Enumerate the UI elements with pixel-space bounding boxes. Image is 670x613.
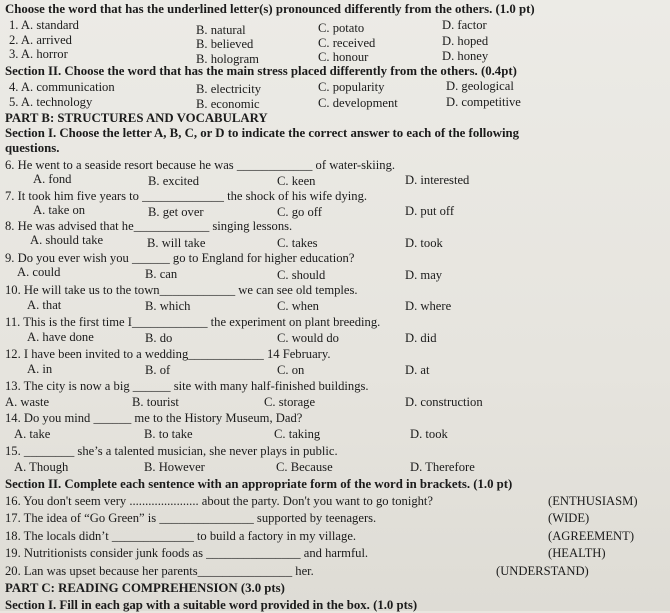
pronunciation-heading: Choose the word that has the underlined letter(s) pronounced differently from the others. (1.0 pt): [5, 2, 535, 16]
option-d: D. competitive: [446, 95, 521, 109]
question-text: 13. The city is now a big ______ site with many half-finished buildings.: [5, 379, 369, 393]
option-a: A. take on: [33, 203, 86, 217]
question-text: 12. I have been invited to a wedding____________ 14 February.: [5, 347, 331, 361]
option-c: C. development: [318, 96, 398, 110]
option-c: C. potato: [318, 21, 365, 35]
option-d: D. hoped: [442, 34, 489, 48]
section-heading: questions.: [5, 141, 60, 155]
option-a: A. fond: [33, 172, 72, 186]
section-heading: Section I. Fill in each gap with a suitable word provided in the box. (1.0 pts): [5, 598, 418, 612]
question-text: 6. He went to a seaside resort because he was ____________ of water-skiing.: [5, 158, 396, 172]
part-c-title: PART C: READING COMPREHENSION (3.0 pts): [5, 581, 285, 595]
option-b: B. natural: [196, 23, 246, 37]
wordform-root: (HEALTH): [548, 546, 606, 560]
option-d: D. Therefore: [410, 460, 475, 474]
option-a: A. waste: [5, 395, 50, 409]
wordform-question: 18. The locals didn’t _____________ to build a factory in my village.: [5, 529, 357, 543]
question-row: 1. A. standard: [9, 18, 79, 32]
option-d: D. took: [410, 427, 448, 441]
option-b: B. which: [145, 299, 191, 313]
option-c: C. popularity: [318, 80, 385, 94]
option-c: C. storage: [264, 395, 316, 409]
part-b-title: PART B: STRUCTURES AND VOCABULARY: [5, 111, 268, 125]
option-d: D. geological: [446, 79, 514, 93]
option-a: A. should take: [30, 233, 104, 247]
wordform-root: (WIDE): [548, 511, 590, 525]
wordform-question: 19. Nutritionists consider junk foods as _______________ and harmful.: [5, 546, 369, 560]
option-d: D. at: [405, 363, 430, 377]
wordform-root: (UNDERSTAND): [496, 564, 589, 578]
option-b: B. However: [144, 460, 205, 474]
question-row: 5. A. technology: [9, 95, 93, 109]
option-c: C. takes: [277, 236, 318, 250]
wordform-question: 17. The idea of “Go Green” is _______________ supported by teenagers.: [5, 511, 377, 525]
section-heading: Section I. Choose the letter A, B, C, or D to indicate the correct answer to each of the following: [5, 126, 520, 140]
option-d: D. construction: [405, 395, 483, 409]
option-b: B. can: [145, 267, 178, 281]
question-text: 10. He will take us to the town____________ we can see old temples.: [5, 283, 358, 297]
option-c: C. when: [277, 299, 319, 313]
option-c: C. taking: [274, 427, 321, 441]
wordform-root: (AGREEMENT): [548, 529, 635, 543]
option-d: D. may: [405, 268, 443, 282]
option-b: B. believed: [196, 37, 254, 51]
option-d: D. interested: [405, 173, 470, 187]
option-a: A. Though: [14, 460, 69, 474]
option-a: A. could: [17, 265, 61, 279]
question-text: 14. Do you mind ______ me to the History Museum, Dad?: [5, 411, 303, 425]
wordform-root: (ENTHUSIASM): [548, 494, 638, 508]
option-b: B. will take: [147, 236, 206, 250]
option-c: C. honour: [318, 50, 369, 64]
option-d: D. honey: [442, 49, 489, 63]
question-row: 3. A. horror: [9, 47, 68, 61]
question-text: 9. Do you ever wish you ______ go to England for higher education?: [5, 251, 355, 265]
option-b: B. electricity: [196, 82, 262, 96]
option-c: C. should: [277, 268, 326, 282]
wordform-question: 20. Lan was upset because her parents_______________ her.: [5, 564, 314, 578]
option-c: C. would do: [277, 331, 339, 345]
stress-heading: Section II. Choose the word that has the main stress placed differently from the others. (0.4pt): [5, 64, 517, 78]
option-d: D. put off: [405, 204, 455, 218]
option-c: C. on: [277, 363, 305, 377]
option-d: D. where: [405, 299, 452, 313]
option-a: A. that: [27, 298, 62, 312]
question-row: 2. A. arrived: [9, 33, 72, 47]
question-text: 8. He was advised that he____________ singing lessons.: [5, 219, 293, 233]
question-text: 7. It took him five years to _____________ the shock of his wife dying.: [5, 189, 368, 203]
option-a: A. have done: [27, 330, 94, 344]
question-text: 15. ________ she’s a talented musician, she never plays in public.: [5, 444, 338, 458]
wordform-question: 16. You don't seem very ...................... about the party. Don't you want to go tonight?: [5, 494, 434, 508]
option-b: B. do: [145, 331, 173, 345]
option-d: D. did: [405, 331, 437, 345]
question-row: 4. A. communication: [9, 80, 115, 94]
option-c: C. Because: [276, 460, 333, 474]
option-c: C. go off: [277, 205, 322, 219]
option-c: C. received: [318, 36, 376, 50]
option-b: B. hologram: [196, 52, 259, 66]
option-b: B. tourist: [132, 395, 179, 409]
option-a: A. take: [14, 427, 51, 441]
option-a: A. in: [27, 362, 53, 376]
option-b: B. get over: [148, 205, 204, 219]
option-d: D. factor: [442, 18, 487, 32]
option-b: B. economic: [196, 97, 260, 111]
question-text: 11. This is the first time I____________ the experiment on plant breeding.: [5, 315, 381, 329]
option-b: B. of: [145, 363, 171, 377]
option-b: B. to take: [144, 427, 193, 441]
option-b: B. excited: [148, 174, 200, 188]
section-heading: Section II. Complete each sentence with an appropriate form of the word in brackets. (1.0 pt): [5, 477, 513, 491]
option-c: C. keen: [277, 174, 316, 188]
option-d: D. took: [405, 236, 443, 250]
